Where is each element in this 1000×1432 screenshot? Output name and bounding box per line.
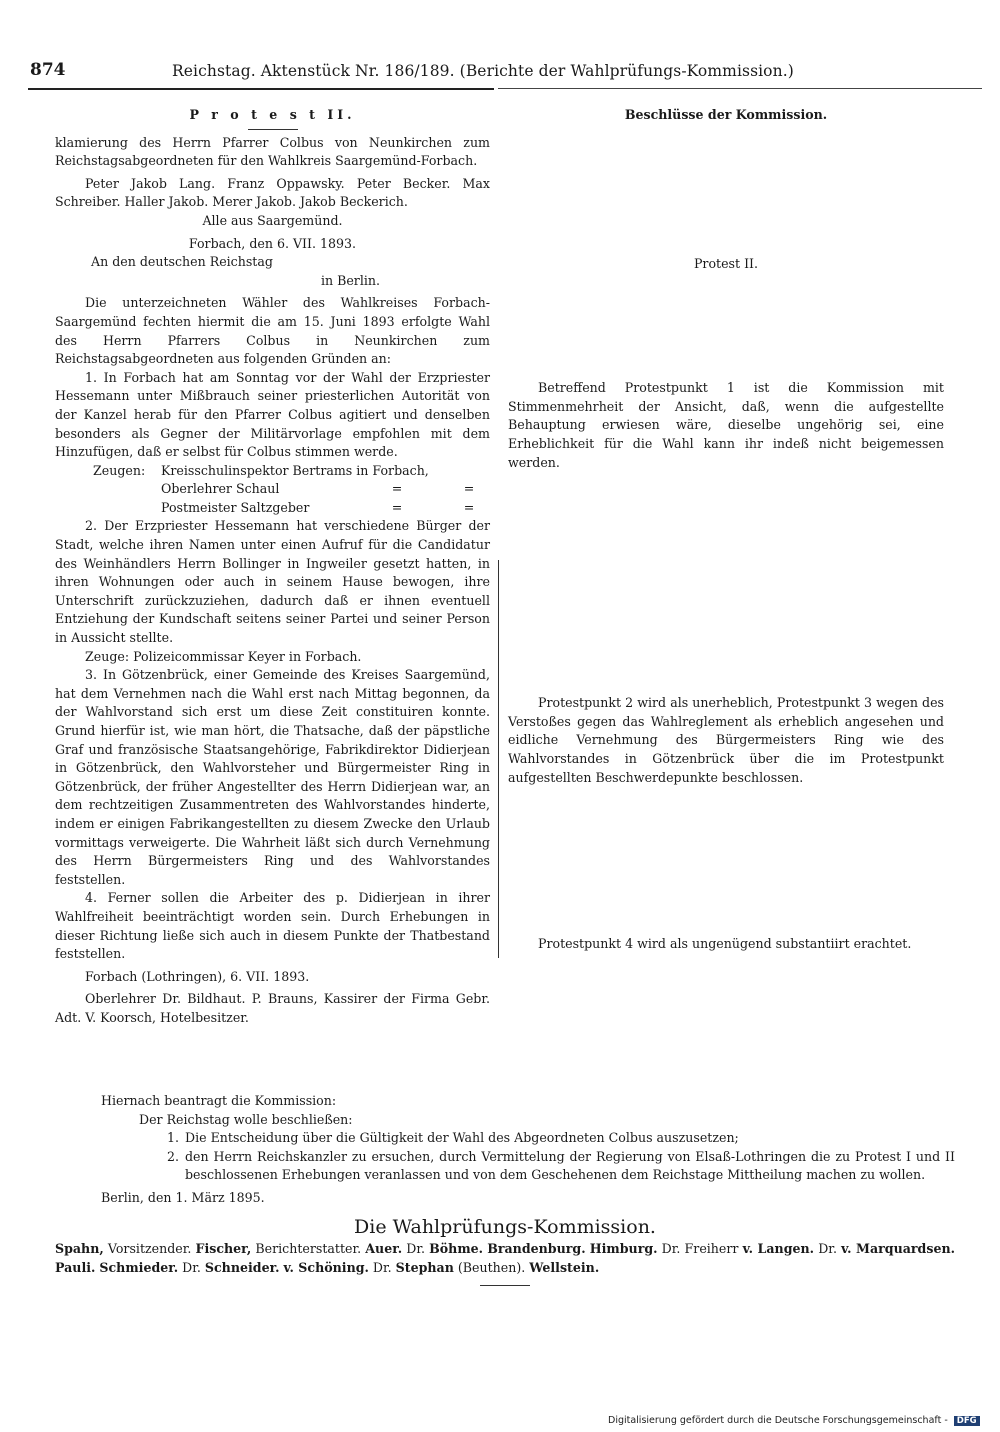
witness-name: Oberlehrer Schaul	[161, 481, 280, 497]
member-name: v. Schöning.	[283, 1259, 369, 1275]
point-2-witness: Zeuge: Polizeicommissar Keyer in Forbach.	[85, 648, 362, 664]
motion-item	[55, 1129, 955, 1148]
member-name: Böhme.	[429, 1241, 484, 1257]
member-name: v. Marquardsen.	[841, 1241, 955, 1257]
member-role: Dr.	[402, 1241, 430, 1257]
motion-item	[55, 1148, 955, 1185]
point-4: 4. Ferner sollen die Arbeiter des p. Didierjean in ihrer Wahlfreiheit beeinträchtigt worden sein. Durch Erhebungen in dieser Richtung ließe sich auch in diesem Punkte der Thatbestand feststellen.	[55, 890, 490, 962]
place-date-2: Forbach (Lothringen), 6. VII. 1893.	[85, 968, 310, 984]
commission-members	[55, 1240, 955, 1277]
running-title: Reichstag. Aktenstück Nr. 186/189. (Berichte der Wahlprüfungs-Kommission.)	[172, 62, 794, 80]
ditto-mark: =	[391, 481, 403, 497]
witnesses-label: Zeugen:	[93, 462, 146, 478]
commission-title: Die Wahlprüfungs-Kommission.	[354, 1215, 656, 1238]
motion-text: Die Entscheidung über die Gültigkeit der Wahl des Abgeordneten Colbus auszusetzen;	[185, 1130, 739, 1146]
ditto-mark: =	[391, 499, 403, 515]
column-divider	[498, 560, 499, 958]
header-rule-right	[498, 88, 982, 89]
motion-number: 1.	[167, 1130, 180, 1146]
dfg-logo: DFG	[954, 1416, 980, 1426]
member-role: Vorsitzender.	[103, 1241, 196, 1257]
witness-list	[55, 462, 490, 518]
member-role: Dr.	[814, 1241, 842, 1257]
member-name: Auer.	[365, 1241, 403, 1257]
page-number: 874	[30, 60, 66, 80]
witness-row	[93, 462, 490, 481]
right-column-decisions	[508, 106, 944, 954]
intro-paragraph: klamierung des Herrn Pfarrer Colbus von Neunkirchen zum Reichstagsabgeordneten für den Wahlkreis Saargemünd-Forbach.	[55, 134, 490, 169]
member-name: Brandenburg.	[487, 1241, 586, 1257]
decision-points-2-3: Protestpunkt 2 wird als unerheblich, Protestpunkt 3 wegen des Verstoßes gegen das Wahlreglement als erheblich angesehen und eidliche Vernehmung des Bürgermeisters Ring wie des Wahlvorstandes in Götzenbrück über die im Protestpunkt aufgestellten Beschwerdepunkte beschlossen.	[508, 695, 944, 785]
member-role: Dr. Freiherr	[657, 1241, 743, 1257]
decision-point-4: Protestpunkt 4 wird als ungenügend substantiirt erachtet.	[538, 936, 912, 952]
member-name: Schmieder.	[99, 1259, 179, 1275]
point-3: 3. In Götzenbrück, einer Gemeinde des Kreises Saargemünd, hat dem Vernehmen nach die Wahl erst nach Mittag begonnen, da der Wahlvorstand sich erst um diese Zeit constituiren konnte. Grund hierfür ist, wie man hört, die Thatsache, daß der päpstliche Graf und französische Staatsangehörige, Fabrikdirektor Didierjean in Götzenbrück, den Wahlvorsteher und Bürgermeister Ring in Götzenbrück, der früher Angestellter des Herrn Didierjean war, an dem rechtzeitigen Zusammentreten des Wahlvorstandes hinderte, indem er einigen Fabrikangestellten zu diesem Zwecke den Urlaub vormittags verweigerte. Die Wahrheit läßt sich durch Vernehmung des Herrn Bürgermeisters Ring und des Wahlvorstandes feststellen.	[55, 667, 490, 887]
point-1: 1. In Forbach hat am Sonntag vor der Wahl der Erzpriester Hessemann unter Mißbrauch seiner priesterlichen Autorität von der Kanzel herab für den Pfarrer Colbus agitiert und denselben besonders als Gegner der Militärvorlage empfohlen mit dem Hinzufügen, daß er selbst für Colbus stimmen werde.	[55, 369, 490, 460]
member-role: Dr.	[178, 1259, 205, 1275]
decisions-subheading: Protest II.	[693, 255, 759, 271]
decisions-heading: Beschlüsse der Kommission.	[624, 107, 828, 122]
footer-text: Digitalisierung gefördert durch die Deutsche Forschungsgemeinschaft -	[608, 1415, 948, 1426]
signing-date: Berlin, den 1. März 1895.	[101, 1189, 265, 1205]
address-line-2: in Berlin.	[320, 272, 380, 288]
conclusion-line-2: Der Reichstag wolle beschließen:	[139, 1111, 353, 1127]
digitization-footer	[608, 1415, 980, 1426]
signers-town: Alle aus Saargemünd.	[202, 212, 343, 228]
signers-2: Oberlehrer Dr. Bildhaut. P. Brauns, Kassirer der Firma Gebr. Adt. V. Koorsch, Hotelbesitzer.	[55, 991, 490, 1025]
left-column-protest	[55, 106, 490, 1028]
member-role: Dr.	[368, 1259, 396, 1275]
conclusion-section	[55, 1092, 955, 1290]
member-name: Fischer,	[195, 1241, 252, 1257]
closing-rule	[480, 1285, 530, 1286]
member-name: Schneider.	[204, 1259, 280, 1275]
member-name: v. Langen.	[742, 1241, 815, 1257]
heading-rule	[248, 129, 298, 130]
protest-heading: P r o t e s t II.	[189, 107, 356, 122]
running-header	[30, 60, 975, 90]
member-name: Spahn,	[55, 1241, 104, 1257]
point-2: 2. Der Erzpriester Hessemann hat verschiedene Bürger der Stadt, welche ihren Namen unter einen Aufruf für die Candidatur des Weinhändlers Herrn Bollinger in Ingweiler gesetzt hatten, in ihren Wohnungen oder auch in seinem Hause bewogen, ihre Unterschrift zurückzuziehen, dadurch daß er ihnen eventuell Entziehung der Kundschaft seitens seiner Partei und seiner Person in Aussicht stellte.	[55, 518, 490, 646]
decision-point-1: Betreffend Protestpunkt 1 ist die Kommission mit Stimmenmehrheit der Ansicht, daß, wenn die aufgestellte Behauptung erwiesen wäre, dieselbe ungehörig sei, eine Erheblichkeit für die Wahl kann ihr indeß nicht beigemessen werden.	[508, 380, 944, 470]
signers-list: Peter Jakob Lang. Franz Oppawsky. Peter Becker. Max Schreiber. Haller Jakob. Merer Jakob. Jakob Beckerich.	[55, 175, 490, 210]
petition-paragraph: Die unterzeichneten Wähler des Wahlkreises Forbach-Saargemünd fechten hiermit die am 15. Juni 1893 erfolgte Wahl des Herrn Pfarrers Colbus in Neunkirchen zum Reichstagsabgeordneten aus folgenden Gründen an:	[55, 295, 490, 367]
witness-row	[93, 480, 490, 499]
witness-name: Postmeister Saltzgeber	[161, 499, 310, 515]
motion-text: den Herrn Reichskanzler zu ersuchen, durch Vermittelung der Regierung von Elsaß-Lothringen die zu Protest I und II beschlossenen Erhebungen veranlassen und von dem Geschehenen dem Reichstage Mittheilung machen zu wollen.	[185, 1148, 955, 1183]
member-name: Stephan	[395, 1259, 454, 1275]
address-line-1: An den deutschen Reichstag	[91, 254, 273, 270]
member-role: (Beuthen).	[453, 1259, 530, 1275]
member-name: Himburg.	[589, 1241, 658, 1257]
ditto-mark: =	[463, 499, 475, 515]
header-rule	[28, 88, 494, 90]
witness-row	[93, 499, 490, 518]
place-date: Forbach, den 6. VII. 1893.	[188, 235, 357, 251]
member-name: Pauli.	[55, 1259, 96, 1275]
witness-name: Kreisschulinspektor Bertrams in Forbach,	[161, 462, 429, 478]
member-role: Berichterstatter.	[251, 1241, 366, 1257]
ditto-mark: =	[463, 481, 475, 497]
member-name: Wellstein.	[529, 1259, 600, 1275]
motion-number: 2.	[167, 1148, 180, 1164]
conclusion-line-1: Hiernach beantragt die Kommission:	[101, 1093, 337, 1108]
